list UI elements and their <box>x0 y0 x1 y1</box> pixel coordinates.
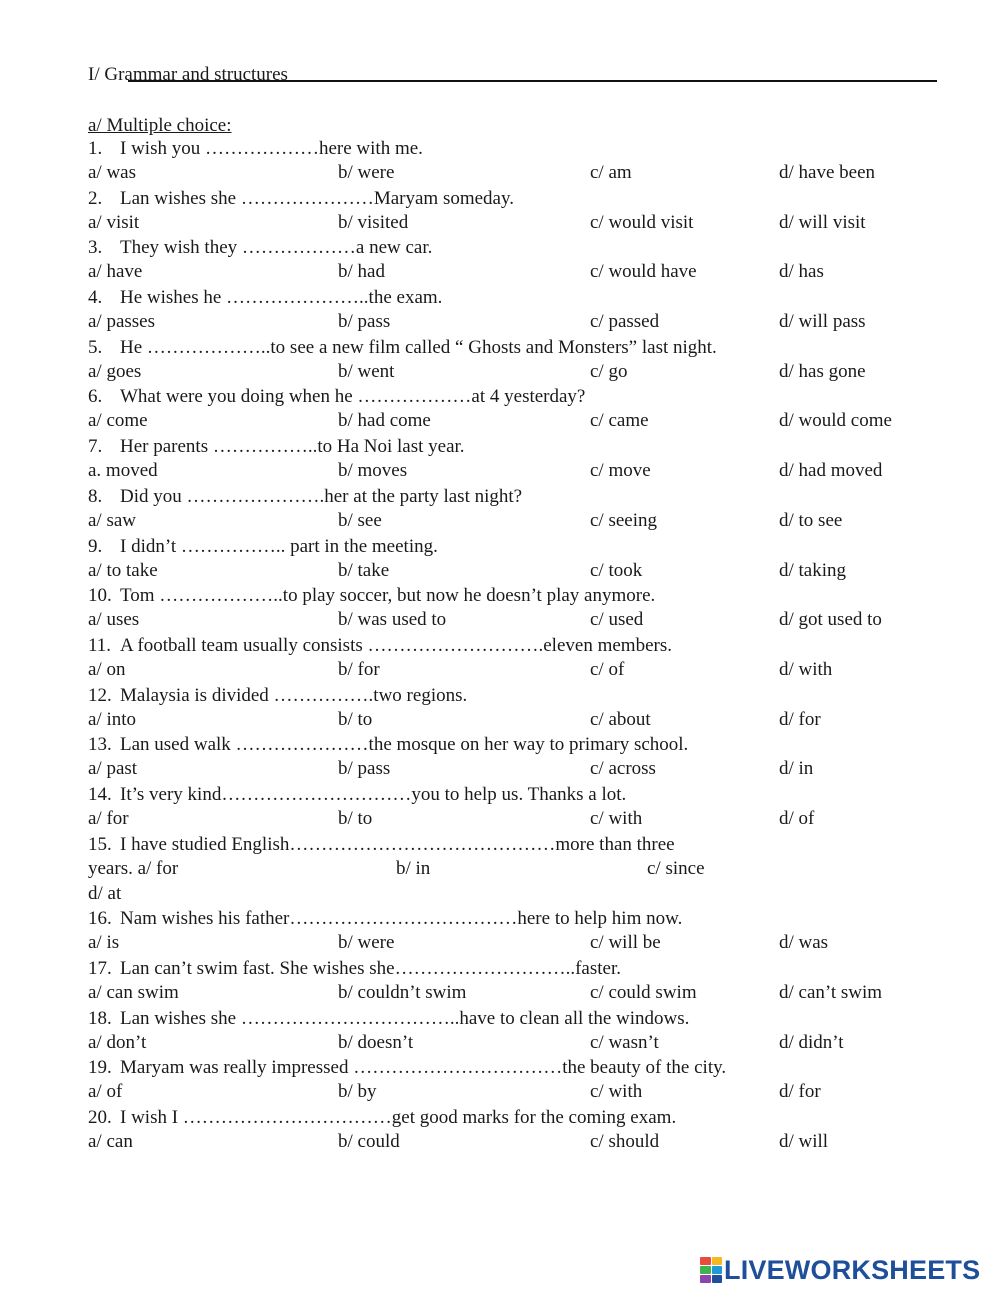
option-b[interactable]: b/ were <box>338 932 395 954</box>
question-number: 7. <box>88 436 103 458</box>
answer-options <box>88 212 968 236</box>
option-b[interactable]: b/ see <box>338 509 382 531</box>
answer-options <box>88 311 968 335</box>
question-number: 3. <box>88 237 103 259</box>
answer-options <box>88 261 968 285</box>
logo-tile <box>700 1257 711 1265</box>
question-item <box>88 1107 968 1157</box>
answer-options <box>88 982 968 1006</box>
question-list <box>88 138 968 1157</box>
question-stem: Lan wishes she …………………Maryam someday. <box>120 187 515 209</box>
option-d[interactable]: d/ was <box>779 932 829 954</box>
option-a[interactable]: a/ come <box>88 410 148 432</box>
answer-options <box>88 709 968 733</box>
option-c[interactable]: c/ would have <box>590 261 697 283</box>
question-text <box>88 834 675 856</box>
question-item <box>88 685 968 735</box>
answer-options <box>88 1131 968 1155</box>
question-stem: Lan used walk …………………the mosque on her way to primary school. <box>120 734 689 756</box>
answer-options <box>88 361 968 385</box>
question-text <box>88 1057 726 1079</box>
answer-options <box>88 560 968 584</box>
option-c[interactable]: c/ am <box>590 162 632 183</box>
option-a[interactable]: a/ into <box>88 708 137 730</box>
option-b[interactable]: b/ went <box>338 360 395 382</box>
option-d[interactable]: d/ will pass <box>779 311 866 333</box>
option-d[interactable]: d/ at <box>88 882 122 904</box>
question-text <box>88 908 682 930</box>
option-b[interactable]: b/ could <box>338 1130 400 1152</box>
question-text <box>88 287 442 309</box>
question-text <box>88 486 522 508</box>
question-text <box>88 1008 689 1030</box>
option-a[interactable]: a/ for <box>88 807 129 829</box>
option-b[interactable]: b/ by <box>338 1081 377 1103</box>
question-text <box>88 784 626 806</box>
option-c[interactable]: c/ passed <box>590 311 660 333</box>
question-stem: Tom ………………..to play soccer, but now he doesn’t play anymore. <box>120 585 656 607</box>
option-c[interactable]: c/ took <box>590 559 643 581</box>
answer-options <box>88 1081 968 1105</box>
logo-tile <box>712 1257 723 1265</box>
option-c[interactable]: c/ since <box>647 857 705 879</box>
option-a[interactable]: a/ passes <box>88 311 156 333</box>
question-item <box>88 237 968 287</box>
question-stem: I have studied English……………………………………more than three <box>120 833 675 855</box>
option-b[interactable]: b/ visited <box>338 211 409 233</box>
option-d[interactable]: d/ would come <box>779 410 892 432</box>
answer-options <box>88 609 968 633</box>
option-a[interactable]: a/ goes <box>88 360 142 382</box>
question-stem: Lan can’t swim fast. She wishes she………………………..faster. <box>120 957 621 979</box>
option-a[interactable]: a/ saw <box>88 509 137 531</box>
option-d[interactable]: d/ have been <box>779 162 876 183</box>
question-stem: He wishes he …………………..the exam. <box>120 287 443 309</box>
question-number: 2. <box>88 187 103 209</box>
option-b[interactable]: b/ for <box>338 658 380 680</box>
question-stem: Malaysia is divided …………….two regions. <box>120 684 468 706</box>
option-c[interactable]: c/ across <box>590 758 656 780</box>
option-b[interactable]: b/ pass <box>338 311 391 333</box>
question-number: 10. <box>88 585 112 607</box>
option-d[interactable]: d/ for <box>779 1081 821 1103</box>
option-b[interactable]: b/ had come <box>338 410 431 432</box>
question-item <box>88 138 968 188</box>
question-stem: Did you ………………….her at the party last night? <box>120 485 523 507</box>
option-b[interactable]: b/ moves <box>338 460 408 482</box>
option-c[interactable]: c/ go <box>590 360 628 382</box>
option-a[interactable]: a. moved <box>88 460 158 482</box>
question-item <box>88 536 968 586</box>
question-text <box>88 1107 676 1129</box>
question-item <box>88 188 968 238</box>
option-d[interactable]: d/ for <box>779 708 821 730</box>
question-item <box>88 1008 968 1058</box>
answer-options <box>88 460 968 484</box>
option-b[interactable]: b/ in <box>396 857 431 879</box>
answer-options <box>88 410 968 434</box>
question-number: 18. <box>88 1007 112 1029</box>
question-number: 17. <box>88 957 112 979</box>
answer-options <box>88 659 968 683</box>
option-a[interactable]: a/ don’t <box>88 1031 147 1053</box>
option-b[interactable]: b/ were <box>338 162 395 183</box>
option-c[interactable]: c/ could swim <box>590 981 697 1003</box>
logo-tile <box>712 1275 723 1283</box>
question-number: 9. <box>88 535 103 557</box>
option-a[interactable]: a/ uses <box>88 609 140 631</box>
question-number: 19. <box>88 1057 112 1079</box>
logo-tile <box>712 1266 723 1274</box>
question-stem: He ………………..to see a new film called “ Ghosts and Monsters” last night. <box>120 336 717 358</box>
option-c[interactable]: c/ should <box>590 1130 660 1152</box>
option-d[interactable]: d/ taking <box>779 559 847 581</box>
question-stem: Her parents ……………..to Ha Noi last year. <box>120 436 465 458</box>
question-text <box>88 585 655 607</box>
option-c[interactable]: c/ with <box>590 807 643 829</box>
question-stem: They wish they ………………a new car. <box>120 237 433 259</box>
question-text <box>88 386 585 408</box>
logo-tile <box>700 1275 711 1283</box>
question-item <box>88 784 968 834</box>
question-stem: Nam wishes his father………………………………here to help him now. <box>120 908 683 930</box>
option-b[interactable]: b/ to <box>338 807 373 829</box>
question-text <box>88 635 672 657</box>
option-a[interactable]: a/ can <box>88 1130 133 1152</box>
question-number: 4. <box>88 287 103 309</box>
question-number: 6. <box>88 386 103 408</box>
question-text <box>88 138 423 160</box>
answer-options <box>88 758 968 782</box>
question-stem: I wish you ………………here with me. <box>120 138 423 159</box>
option-d[interactable]: d/ of <box>779 807 815 829</box>
answer-options <box>88 510 968 534</box>
part-title: a/ Multiple choice: <box>88 115 232 136</box>
option-d[interactable]: d/ had moved <box>779 460 883 482</box>
option-c[interactable]: c/ used <box>590 609 644 631</box>
question-item <box>88 287 968 337</box>
option-d[interactable]: d/ got used to <box>779 609 882 631</box>
logo-text: LIVEWORKSHEETS <box>724 1254 981 1285</box>
option-a[interactable]: a/ is <box>88 932 120 954</box>
answer-options <box>88 162 968 186</box>
question-stem: I wish I ……………………………get good marks for the coming exam. <box>120 1106 677 1128</box>
question-item <box>88 834 968 909</box>
question-text <box>88 436 465 458</box>
option-d[interactable]: d/ will <box>779 1130 829 1152</box>
question-text <box>88 237 432 259</box>
logo-tile <box>700 1266 711 1274</box>
answer-options <box>88 1032 968 1056</box>
option-b[interactable]: b/ had <box>338 261 385 283</box>
liveworksheets-icon <box>700 1257 722 1283</box>
question-text <box>88 958 621 980</box>
question-number: 11. <box>88 634 112 656</box>
option-a[interactable]: years. a/ for <box>88 857 179 879</box>
question-number: 16. <box>88 908 112 930</box>
question-stem: I didn’t …………….. part in the meeting. <box>120 535 438 557</box>
question-item <box>88 337 968 387</box>
question-item <box>88 585 968 635</box>
option-d[interactable]: d/ will visit <box>779 211 866 233</box>
question-text <box>88 536 438 558</box>
question-number: 5. <box>88 336 103 358</box>
section-title-rule <box>128 80 937 82</box>
question-number: 15. <box>88 833 112 855</box>
question-item <box>88 1057 968 1107</box>
option-a[interactable]: a/ have <box>88 261 143 283</box>
question-number: 8. <box>88 485 103 507</box>
question-item <box>88 958 968 1008</box>
option-d[interactable]: d/ has gone <box>779 360 866 382</box>
option-d[interactable]: d/ didn’t <box>779 1031 844 1053</box>
option-c[interactable]: c/ about <box>590 708 651 730</box>
question-text <box>88 188 514 210</box>
option-c[interactable]: c/ will be <box>590 932 661 954</box>
question-stem: Lan wishes she ……………………………..have to clean all the windows. <box>120 1007 690 1029</box>
question-text <box>88 685 467 707</box>
option-c[interactable]: c/ of <box>590 658 625 680</box>
section-title: I/ Grammar and structures <box>88 64 288 85</box>
option-d[interactable]: d/ in <box>779 758 814 780</box>
option-d[interactable]: d/ with <box>779 658 833 680</box>
question-item <box>88 635 968 685</box>
answer-options <box>88 932 968 956</box>
answer-options <box>88 858 968 882</box>
option-c[interactable]: c/ with <box>590 1081 643 1103</box>
answer-options <box>88 808 968 832</box>
option-a[interactable]: a/ to take <box>88 559 158 581</box>
question-item <box>88 734 968 784</box>
option-c[interactable]: c/ move <box>590 460 651 482</box>
question-stem: A football team usually consists ……………………….eleven members. <box>120 634 672 656</box>
option-b[interactable]: b/ pass <box>338 758 391 780</box>
option-b[interactable]: b/ couldn’t swim <box>338 981 467 1003</box>
option-d[interactable]: d/ to see <box>779 509 843 531</box>
question-number: 14. <box>88 783 112 805</box>
question-text <box>88 734 688 756</box>
question-number: 12. <box>88 684 112 706</box>
option-b[interactable]: b/ doesn’t <box>338 1031 414 1053</box>
option-a[interactable]: a/ was <box>88 162 137 183</box>
option-b[interactable]: b/ to <box>338 708 373 730</box>
option-c[interactable]: c/ came <box>590 410 649 432</box>
option-d[interactable]: d/ can’t swim <box>779 981 883 1003</box>
question-item <box>88 908 968 958</box>
question-stem: It’s very kind…………………………you to help us. Thanks a lot. <box>120 783 627 805</box>
option-a[interactable]: a/ can swim <box>88 981 179 1003</box>
option-c[interactable]: c/ would visit <box>590 211 694 233</box>
question-item <box>88 386 968 436</box>
question-number: 20. <box>88 1106 112 1128</box>
question-item <box>88 486 968 536</box>
option-a[interactable]: a/ on <box>88 658 126 680</box>
option-a[interactable]: a/ past <box>88 758 138 780</box>
option-d[interactable]: d/ has <box>779 261 824 283</box>
option-a[interactable]: a/ of <box>88 1081 123 1103</box>
question-item <box>88 436 968 486</box>
liveworksheets-logo <box>700 1255 980 1285</box>
option-c[interactable]: c/ seeing <box>590 509 658 531</box>
question-stem: What were you doing when he ………………at 4 yesterday? <box>120 386 586 408</box>
option-c[interactable]: c/ wasn’t <box>590 1031 659 1053</box>
option-b[interactable]: b/ take <box>338 559 390 581</box>
question-number: 1. <box>88 138 103 159</box>
question-text <box>88 337 717 359</box>
question-number: 13. <box>88 734 112 756</box>
option-b[interactable]: b/ was used to <box>338 609 447 631</box>
question-stem: Maryam was really impressed ……………………………the beauty of the city. <box>120 1057 727 1079</box>
option-a[interactable]: a/ visit <box>88 211 140 233</box>
